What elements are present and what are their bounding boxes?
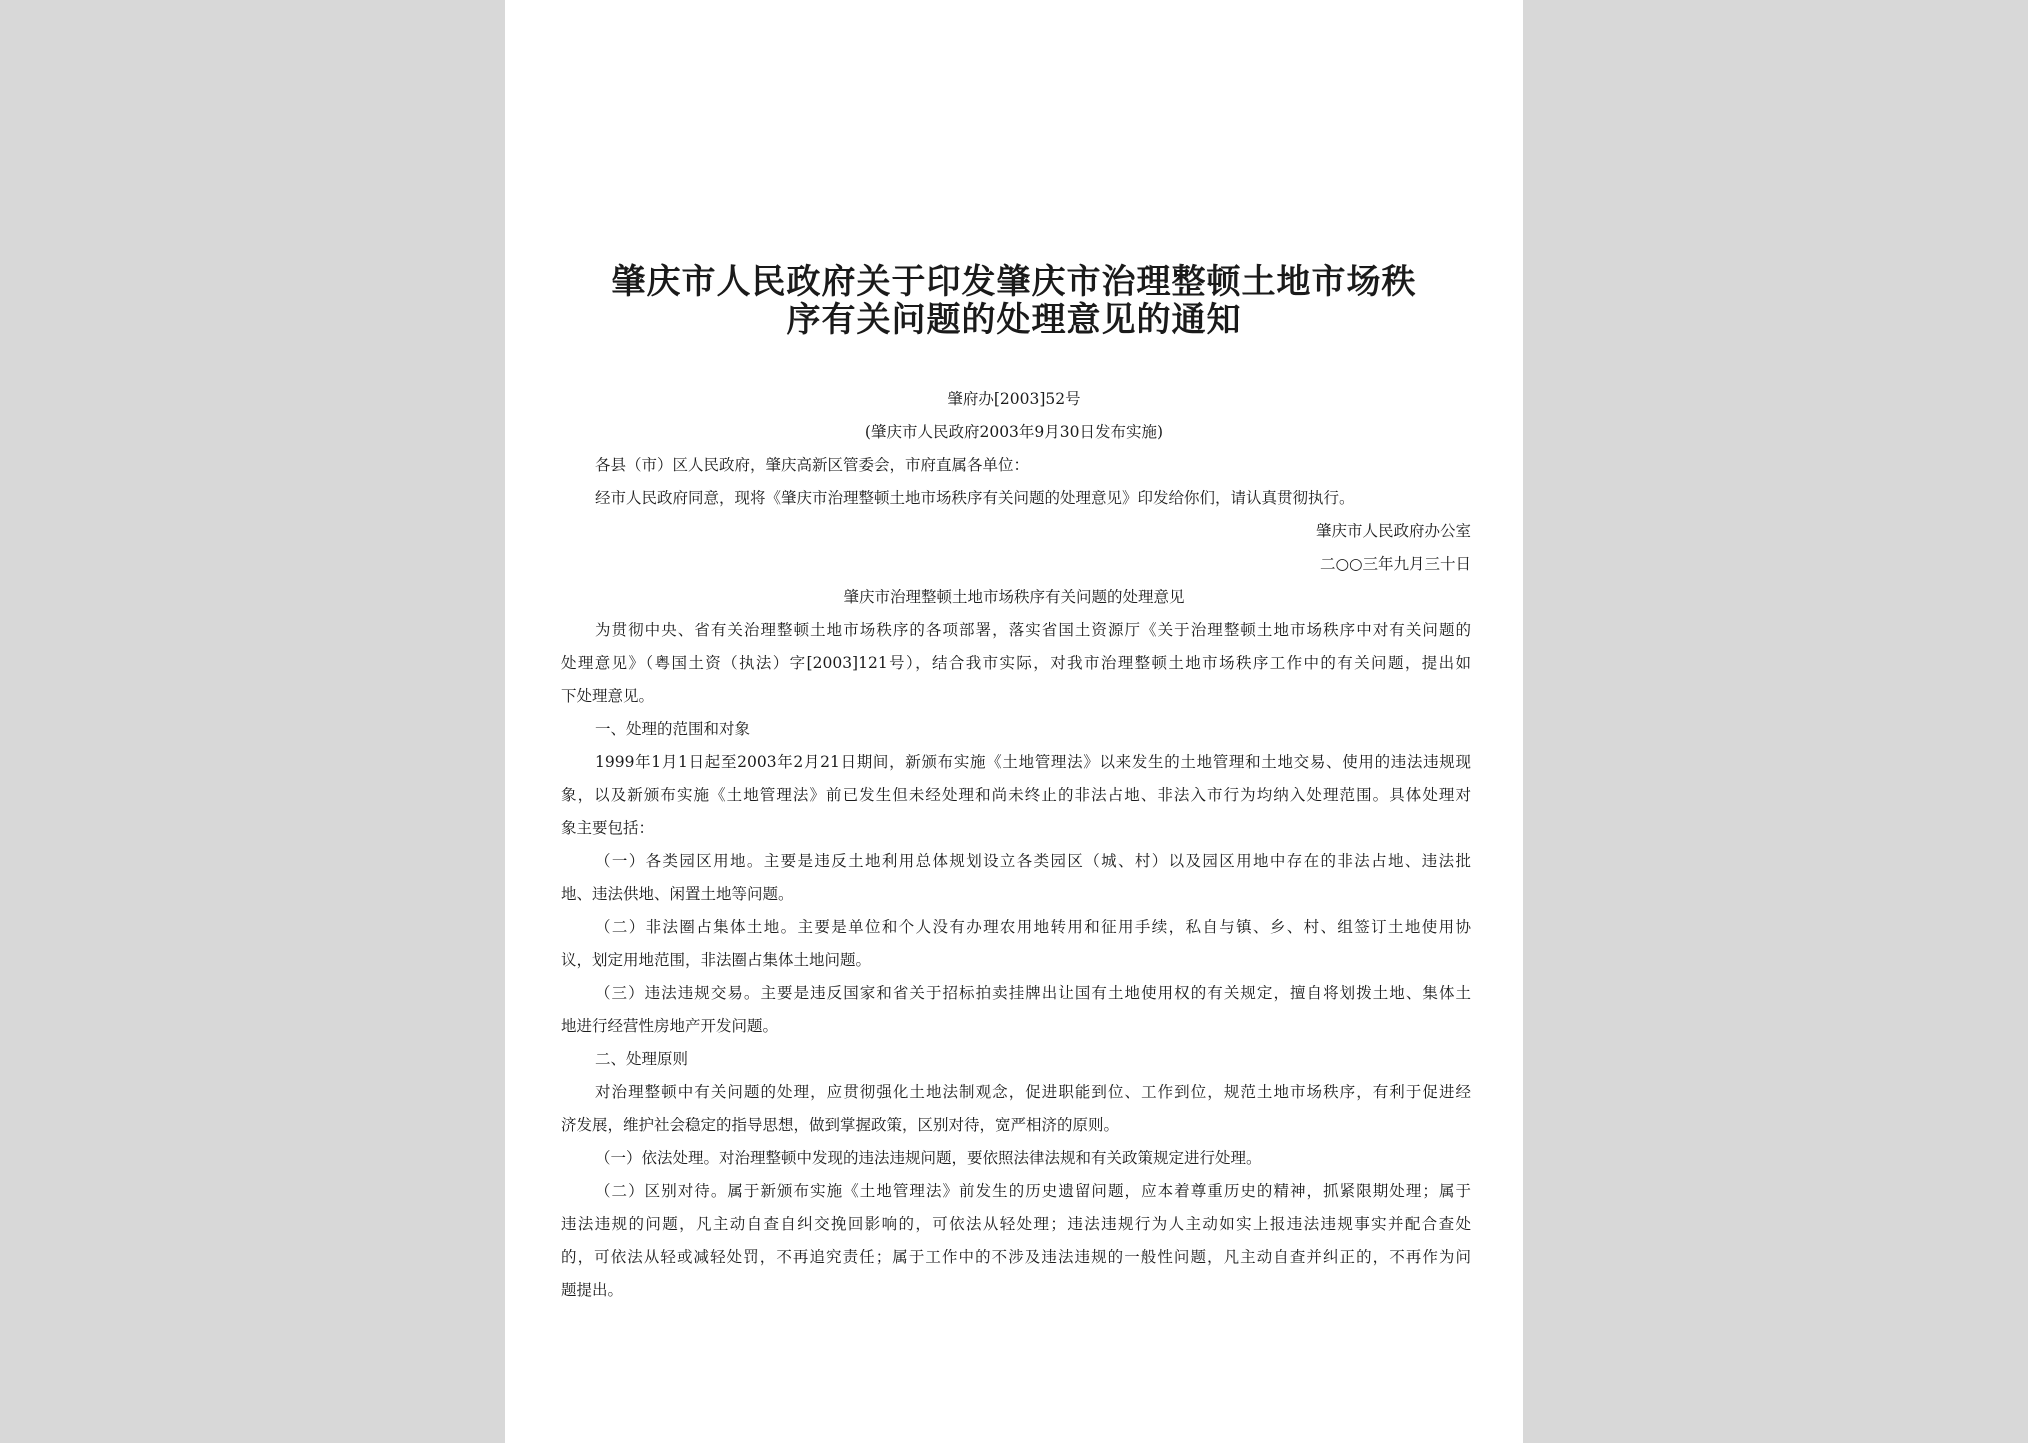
addressees: 各县（市）区人民政府，肇庆高新区管委会，市府直属各单位：: [595, 456, 1030, 474]
section-2-line: 对治理整顿中有关问题的处理，应贯彻强化土地法制观念，促进职能到位、工作到位，规范土地市场秩序，有利于促进经: [595, 1083, 1471, 1101]
document-number: 肇府办[2003]52号: [947, 390, 1081, 408]
item-2-2-line: 违法违规的问题，凡主动自查自纠交挽回影响的，可依法从轻处理；违法违规行为人主动如实上报违法违规事实并配合查处: [561, 1215, 1471, 1233]
document-title-line-1: 肇庆市人民政府关于印发肇庆市治理整顿土地市场秩: [611, 262, 1417, 302]
item-2-2-line: （二）区别对待。属于新颁布实施《土地管理法》前发生的历史遗留问题，应本着尊重历史的精神，抓紧限期处理；属于: [595, 1182, 1471, 1200]
intro-line: 处理意见》（粤国土资（执法）字[2003]121号），结合我市实际，对我市治理整顿土地市场秩序工作中的有关问题，提出如: [561, 654, 1471, 672]
item-1-1-line: 地、违法供地、闲置土地等问题。: [561, 885, 794, 903]
item-2-2-line: 的，可依法从轻或减轻处罚，不再追究责任；属于工作中的不涉及违法违规的一般性问题，凡主动自查并纠正的，不再作为问: [561, 1248, 1471, 1266]
document-title-line-2: 序有关问题的处理意见的通知: [786, 300, 1242, 340]
section-2-heading: 二、处理原则: [595, 1050, 689, 1068]
notice-text: 经市人民政府同意，现将《肇庆市治理整顿土地市场秩序有关问题的处理意见》印发给你们，请认真贯彻执行。: [595, 489, 1355, 507]
attachment-title: 肇庆市治理整顿土地市场秩序有关问题的处理意见: [843, 588, 1185, 606]
section-1-heading: 一、处理的范围和对象: [595, 720, 751, 738]
item-1-2-line: 议，划定用地范围，非法圈占集体土地问题。: [561, 951, 872, 969]
item-1-3-line: 地进行经营性房地产开发问题。: [561, 1017, 779, 1035]
section-1-line: 象主要包括：: [561, 819, 655, 837]
item-1-2-line: （二）非法圈占集体土地。主要是单位和个人没有办理农用地转用和征用手续，私自与镇、乡、村、组签订土地使用协: [595, 918, 1471, 936]
item-2-2-line: 题提出。: [561, 1281, 624, 1299]
section-1-line: 象，以及新颁布实施《土地管理法》前已发生但未经处理和尚未终止的非法占地、非法入市行为均纳入处理范围。具体处理对: [561, 786, 1471, 804]
intro-line: 下处理意见。: [561, 687, 655, 705]
item-2-1-line: （一）依法处理。对治理整顿中发现的违法违规问题，要依照法律法规和有关政策规定进行处理。: [595, 1149, 1262, 1167]
intro-line: 为贯彻中央、省有关治理整顿土地市场秩序的各项部署，落实省国土资源厅《关于治理整顿土地市场秩序中对有关问题的: [595, 621, 1471, 639]
signature-date: 二○○三年九月三十日: [1319, 555, 1471, 573]
section-2-line: 济发展，维护社会稳定的指导思想，做到掌握政策，区别对待，宽严相济的原则。: [561, 1116, 1120, 1134]
section-1-line: 1999年1月1日起至2003年2月21日期间，新颁布实施《土地管理法》以来发生的土地管理和土地交易、使用的违法违规现: [595, 753, 1471, 771]
item-1-3-line: （三）违法违规交易。主要是违反国家和省关于招标拍卖挂牌出让国有土地使用权的有关规定，擅自将划拨土地、集体土: [595, 984, 1471, 1002]
signature-org: 肇庆市人民政府办公室: [1315, 522, 1471, 540]
item-1-1-line: （一）各类园区用地。主要是违反土地利用总体规划设立各类园区（城、村）以及园区用地中存在的非法占地、违法批: [595, 852, 1471, 870]
document-page: [505, 0, 1523, 1443]
issue-date-note: (肇庆市人民政府2003年9月30日发布实施): [864, 423, 1164, 441]
